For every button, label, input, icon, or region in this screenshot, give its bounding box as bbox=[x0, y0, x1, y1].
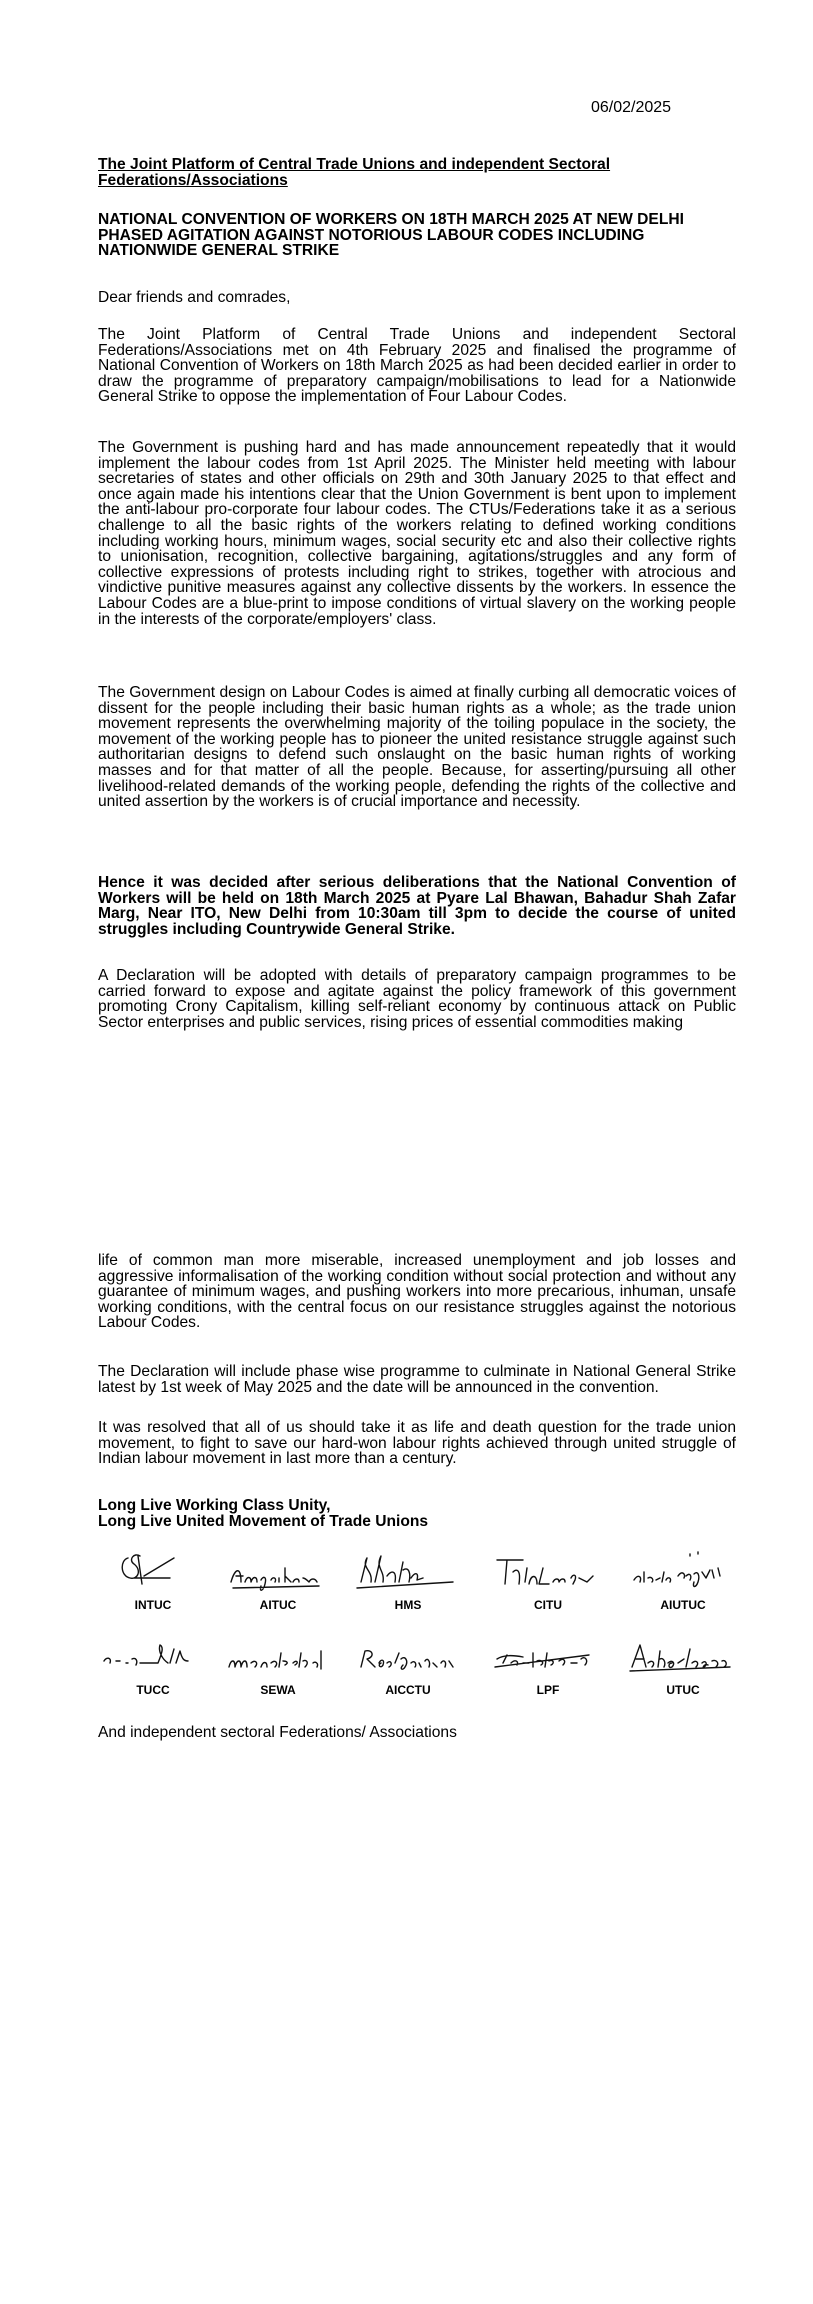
signature-tucc-image bbox=[98, 1633, 208, 1681]
paragraph-4: A Declaration will be adopted with details of preparatory campaign programmes to be carried forward to expose and agitate against the policy framework of this government promoting Crony Capitalism, killing self-reliant economy by continuous attack on Public Sector enterprises and public services, rising prices of essential commodities making bbox=[98, 967, 736, 1031]
org-label-sewa: SEWA bbox=[260, 1683, 296, 1697]
heading-underlined: The Joint Platform of Central Trade Unions and independent Sectoral Federations/Associations bbox=[98, 156, 611, 189]
signature-sewa bbox=[223, 1633, 333, 1703]
signature-hms bbox=[353, 1548, 463, 1618]
salutation: Dear friends and comrades, bbox=[98, 289, 291, 306]
paragraph-1: The Joint Platform of Central Trade Unions and independent Sectoral Federations/Associations met on 4th February 2025 and finalised the programme of National Convention of Workers on 18th March 2025 as had been decided earlier in order to draw the programme of preparatory campaign/mobilisations to lead for a Nationwide General Strike to oppose the implementation of Four Labour Codes. bbox=[98, 326, 736, 406]
signature-lpf bbox=[493, 1633, 603, 1703]
signature-intuc bbox=[98, 1548, 208, 1618]
org-label-utuc: UTUC bbox=[666, 1683, 700, 1697]
paragraph-5: life of common man more miserable, increased unemployment and job losses and aggressive informalisation of the working condition without social protection and without any guarantee of minimum wages, and pushing workers into more precarious, inhuman, unsafe working conditions, with the central focus on our resistance struggles against the notorious Labour Codes. bbox=[98, 1252, 736, 1332]
signature-tucc bbox=[98, 1633, 208, 1703]
slogans bbox=[98, 1498, 736, 1529]
signature-citu-image bbox=[493, 1548, 603, 1596]
org-label-citu: CITU bbox=[534, 1598, 562, 1612]
signature-aituc-image bbox=[223, 1548, 333, 1596]
org-label-aituc: AITUC bbox=[259, 1598, 297, 1612]
org-label-intuc: INTUC bbox=[134, 1598, 172, 1612]
signature-utuc-image bbox=[628, 1633, 738, 1681]
paragraph-3: The Government design on Labour Codes is aimed at finally curbing all democratic voices of dissent for the people including their basic human rights as a whole; as the trade union movement represents the overwhelming majority of the toiling populace in the society, the movement of the working people has to pioneer the united resistance struggle against such authoritarian designs to defend such onslaught on the basic human rights of working masses and for that matter of all the people. Because, for asserting/pursuing all other livelihood-related demands of the working people, defending the rights of the collective and united assertion by the workers is of crucial importance and necessity. bbox=[98, 684, 736, 811]
signature-row-2 bbox=[98, 1633, 738, 1703]
slogan-2: Long Live United Movement of Trade Unions bbox=[98, 1512, 429, 1530]
paragraph-6: The Declaration will include phase wise programme to culminate in National General Strike latest by 1st week of May 2025 and the date will be announced in the convention. bbox=[98, 1363, 736, 1396]
signature-aicctu-image bbox=[353, 1633, 463, 1681]
signature-sewa-image bbox=[223, 1633, 333, 1681]
org-label-hms: HMS bbox=[394, 1598, 422, 1612]
signature-utuc bbox=[628, 1633, 738, 1703]
org-label-aiutuc: AIUTUC bbox=[660, 1598, 706, 1612]
signature-hms-image bbox=[353, 1548, 463, 1596]
signature-row-1 bbox=[98, 1548, 738, 1618]
signature-aiutuc bbox=[628, 1548, 738, 1618]
org-label-tucc: TUCC bbox=[136, 1683, 170, 1697]
slogan-1: Long Live Working Class Unity, bbox=[98, 1497, 331, 1514]
signature-aituc bbox=[223, 1548, 333, 1618]
paragraph-7: It was resolved that all of us should take it as life and death question for the trade union movement, to fight to save our hard-won labour rights achieved through united struggle of Indian labour movement in last more than a century. bbox=[98, 1419, 736, 1468]
letter-date: 06/02/2025 bbox=[591, 99, 672, 116]
signature-aiutuc-image bbox=[628, 1548, 738, 1596]
paragraph-2: The Government is pushing hard and has made announcement repeatedly that it would implement the labour codes from 1st April 2025. The Minister held meeting with labour secretaries of states and other officials on 29th and 30th January 2025 to that effect and once again made his intentions clear that the Union Government is bent upon to implement the anti-labour pro-corporate four labour codes. The CTUs/Federations take it as a serious challenge to all the basic rights of the workers relating to defined working conditions including working hours, minimum wages, social security etc and also their collective rights to unionisation, recognition, collective bargaining, agitations/struggles and any form of collective expressions of protests including right to strikes, together with atrocious and vindictive punitive measures against any collective dissents by the workers. In essence the Labour Codes are a blue-print to impose conditions of virtual slavery on the working people in the interests of the corporate/employers' class. bbox=[98, 439, 736, 628]
org-label-aicctu: AICCTU bbox=[385, 1683, 431, 1697]
footer-note: And independent sectoral Federations/ Associations bbox=[98, 1724, 457, 1741]
org-label-lpf: LPF bbox=[536, 1683, 560, 1697]
signature-intuc-image bbox=[98, 1548, 208, 1596]
signature-citu bbox=[493, 1548, 603, 1618]
signature-aicctu bbox=[353, 1633, 463, 1703]
signature-lpf-image bbox=[493, 1633, 603, 1681]
heading-title: NATIONAL CONVENTION OF WORKERS ON 18TH MARCH 2025 AT NEW DELHI PHASED AGITATION AGAINST NOTORIOUS LABOUR CODES INCLUDING NATIONWIDE GENERAL STRIKE bbox=[98, 211, 684, 260]
paragraph-decision: Hence it was decided after serious deliberations that the National Convention of Workers will be held on 18th March 2025 at Pyare Lal Bhawan, Bahadur Shah Zafar Marg, Near ITO, New Delhi from 10:30am till 3pm to decide the course of united struggles including Countrywide General Strike. bbox=[98, 874, 736, 938]
